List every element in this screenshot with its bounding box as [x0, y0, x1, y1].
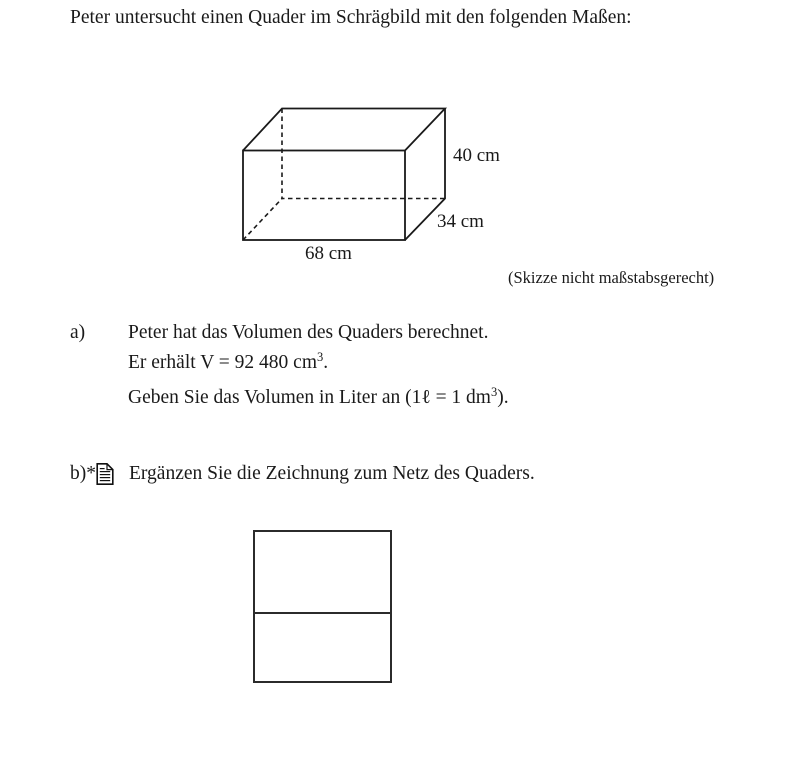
part-a-label: a) [70, 322, 86, 343]
intro-text: Peter untersucht einen Quader im Schrägbild mit den folgenden Maßen: [70, 7, 632, 28]
net-divider-line [254, 612, 391, 614]
part-b-label: b)* [70, 463, 96, 484]
net-drawing-rectangle [253, 530, 392, 683]
cuboid-drawing [230, 95, 530, 275]
part-a-line2: Er erhält V = 92 480 cm3. [128, 350, 329, 373]
depth-dimension-label: 34 cm [437, 211, 484, 232]
scale-note: (Skizze nicht maßstabsgerecht) [508, 268, 715, 287]
part-a-line3: Geben Sie das Volumen in Liter an (1ℓ = 1 dm3). [128, 385, 509, 408]
part-a-line3-text: Geben Sie das Volumen in Liter an (1ℓ = 1 dm [128, 387, 491, 408]
part-a-line3-end: ). [497, 387, 509, 408]
part-a-line1: Peter hat das Volumen des Quaders berechnet. [128, 322, 489, 343]
part-a-line2-text: Er erhält V = 92 480 cm [128, 352, 317, 373]
part-b-text: Ergänzen Sie die Zeichnung zum Netz des Quaders. [129, 463, 535, 484]
part-a-line2-end: . [323, 352, 329, 373]
width-dimension-label: 68 cm [305, 243, 352, 264]
height-dimension-label: 40 cm [453, 145, 500, 166]
document-sheet-icon [96, 463, 114, 485]
cuboid-figure [230, 95, 530, 275]
